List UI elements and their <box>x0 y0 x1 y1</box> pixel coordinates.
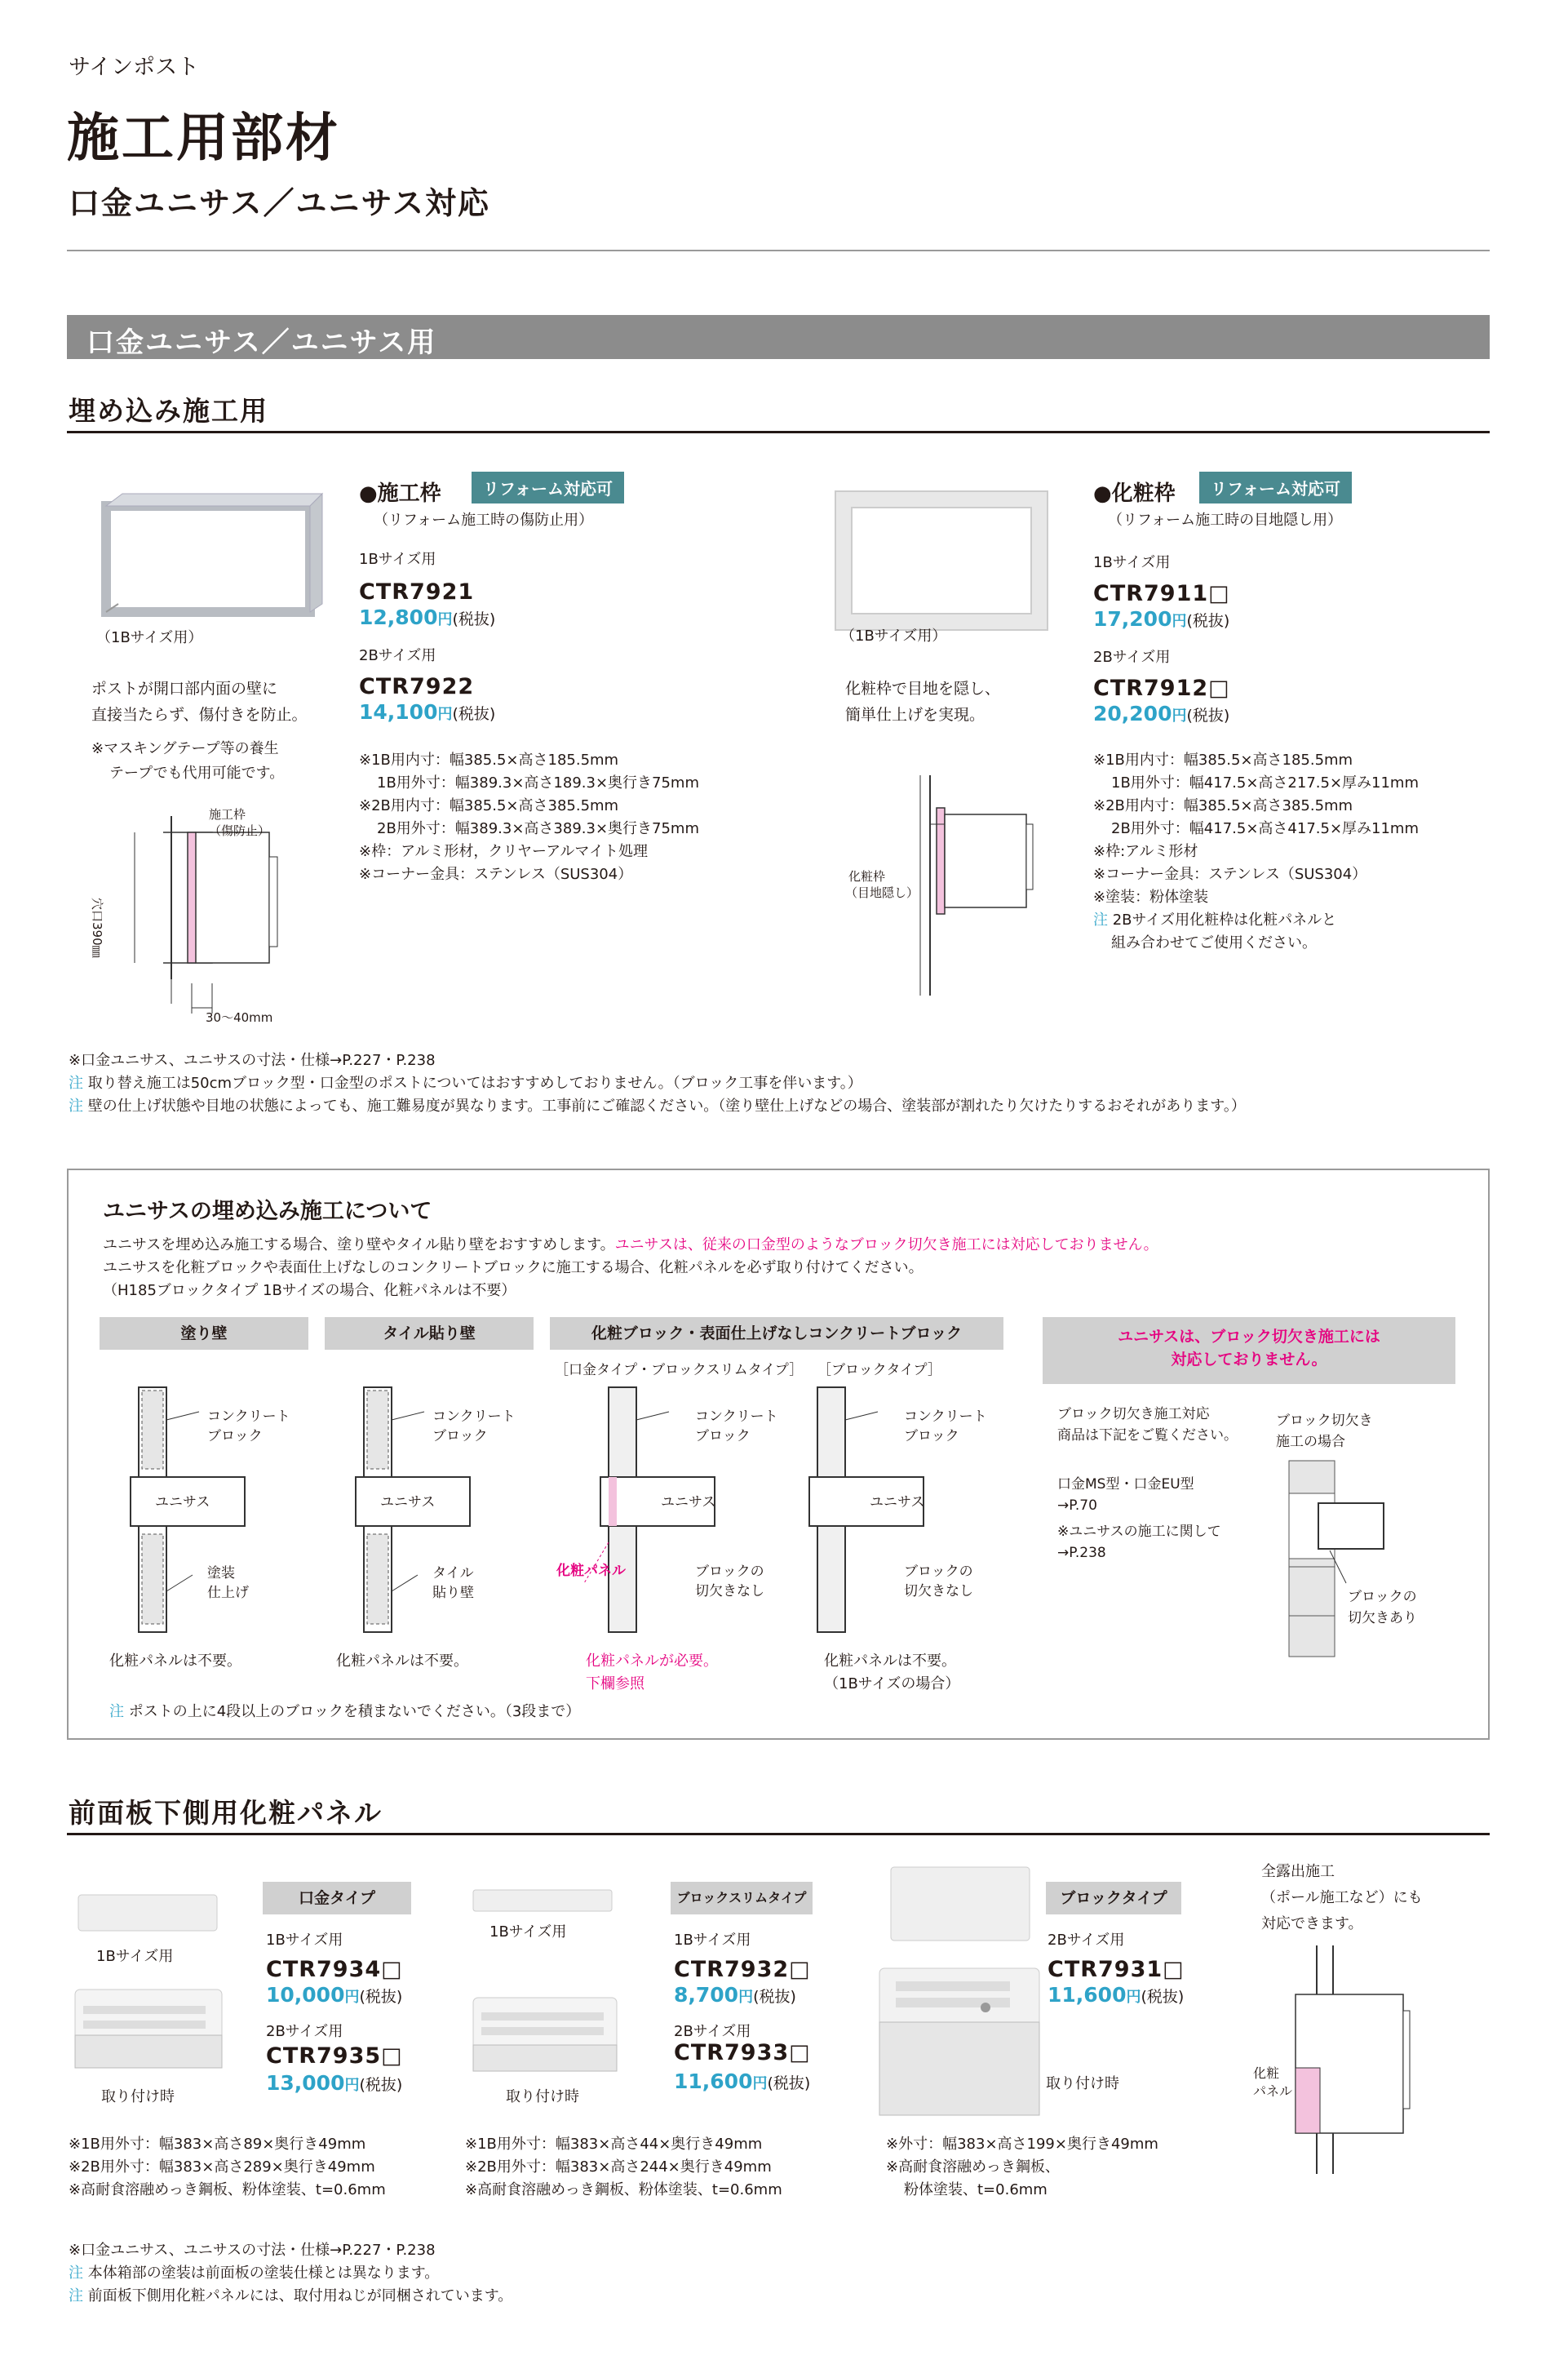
box-line-1: ユニサスを埋め込み施工する場合、塗り壁やタイル貼り壁をおすすめします。ユニサスは、従来の口金型のようなブロック切欠き施工には対応しておりません。 <box>103 1236 1158 1253</box>
frame-opening-label: 穴口390㎜ <box>90 898 104 958</box>
panel-c-image <box>888 1864 1034 1945</box>
col2-finish-1: タイル <box>432 1565 474 1581</box>
panel-c-img-caption-2: 取り付け時 <box>1046 2075 1119 2092</box>
panel-c-size-1: 2Bサイズ用 <box>1048 1932 1125 1949</box>
frame-code-2: CTR7922 <box>359 674 475 699</box>
col3b-caption-2: （1Bサイズの場合） <box>824 1675 960 1692</box>
trim-note-1: 2Bサイズ用化粧枠は化粧パネルと <box>1112 912 1337 929</box>
panel-b-price-1: 8,700円(税抜) <box>674 1983 796 2007</box>
col3b-notch-1: ブロックの <box>904 1564 973 1580</box>
panel-a-size-1: 1Bサイズ用 <box>266 1932 343 1949</box>
panel-c-spec: 粉体塗装、t=0.6mm <box>904 2181 1048 2198</box>
trim-reform-tag: リフォーム対応可 <box>1199 472 1352 503</box>
panel-d-text-3: 対応できます。 <box>1261 1915 1363 1932</box>
embed-footnote: 取り替え施工は50cmブロック型・口金型のポストについてはおすすめしておりません。（ブロック工事を伴います。） <box>87 1075 862 1092</box>
notice-title-1: ユニサスは、ブロック切欠き施工には <box>1118 1328 1380 1346</box>
panel-b-spec: ※2B用外寸：幅383×高さ244×奥行き49mm <box>465 2158 772 2176</box>
box-col-notice <box>1043 1317 1455 1384</box>
note-mark: 注 <box>69 1098 83 1115</box>
panel-footnote: 本体箱部の塗装は前面板の塗装仕様とは異なります。 <box>87 2265 440 2282</box>
col1-block: コンクリート <box>207 1408 290 1425</box>
panel-c-price-1: 11,600円(税抜) <box>1048 1983 1185 2007</box>
panel-a-spec: ※高耐食溶融めっき鋼板、粉体塗装、t=0.6mm <box>69 2181 386 2198</box>
box-line-3: （H185ブロックタイプ 1Bサイズの場合、化粧パネルは不要） <box>103 1282 516 1299</box>
box-col-block: 化粧ブロック・表面仕上げなしコンクリートブロック <box>550 1317 1003 1350</box>
trim-spec: ※塗装：粉体塗装 <box>1093 889 1209 906</box>
frame-purpose: （リフォーム施工時の傷防止用） <box>374 512 594 529</box>
embed-heading: 埋め込み施工用 <box>69 395 268 427</box>
panel-a-img-caption-1: 1Bサイズ用 <box>96 1948 174 1965</box>
panel-c-installed-image <box>876 1965 1044 2120</box>
notice-title-2: 対応しておりません。 <box>1171 1351 1327 1369</box>
col2-block-2: ブロック <box>432 1428 488 1444</box>
panel-b-size-1: 1Bサイズ用 <box>674 1932 751 1949</box>
panel-b-img-caption-2: 取り付け時 <box>506 2088 579 2105</box>
col1-finish-1: 塗装 <box>207 1565 235 1581</box>
col3a-panel: 化粧パネル <box>556 1563 626 1579</box>
notice-text-1: ブロック切欠き施工対応 <box>1057 1406 1210 1422</box>
panel-heading-rule <box>67 1833 1490 1835</box>
frame-diagram-label-2: （傷防止） <box>209 823 271 838</box>
col3a-caption-1: 化粧パネルが必要。 <box>586 1652 718 1670</box>
col3a-block-2: ブロック <box>695 1428 751 1444</box>
trim-note-2: 組み合わせてご使用ください。 <box>1111 934 1317 952</box>
notice-diagram-3: ブロックの <box>1348 1589 1417 1605</box>
frame-spec: ※2B用内寸：幅385.5×高さ385.5mm <box>359 797 619 814</box>
panel-a-installed-image <box>72 1986 227 2076</box>
trim-desc-2: 簡単仕上げを実現。 <box>845 706 986 724</box>
construction-frame-image <box>90 490 326 628</box>
notice-text-6: →P.238 <box>1057 1545 1106 1561</box>
notice-text-4: →P.70 <box>1057 1497 1097 1514</box>
frame-desc-2: 直接当たらず、傷付きを防止。 <box>91 706 308 724</box>
panel-b-spec: ※1B用外寸：幅383×高さ44×奥行き49mm <box>465 2136 763 2153</box>
trim-spec: ※枠:アルミ形材 <box>1093 843 1198 860</box>
frame-spec: 1B用外寸：幅389.3×高さ189.3×奥行き75mm <box>377 774 699 792</box>
trim-purpose: （リフォーム施工時の目地隠し用） <box>1108 512 1343 529</box>
panel-a-price-1: 10,000円(税抜) <box>266 1983 403 2007</box>
trim-product-name: ●化粧枠 <box>1093 481 1176 506</box>
frame-diagram-label-1: 施工枠 <box>209 807 246 822</box>
panel-d-label-1: 化粧 <box>1253 2065 1280 2081</box>
frame-price-1: 12,800円(税抜) <box>359 606 496 629</box>
panel-heading: 前面板下側用化粧パネル <box>69 1797 383 1829</box>
trim-diagram-label-2: （目地隠し） <box>845 885 919 900</box>
page-title: 施工用部材 <box>67 109 340 169</box>
notice-text-5: ※ユニサスの施工に関して <box>1057 1524 1221 1540</box>
panel-a-size-2: 2Bサイズ用 <box>266 2023 343 2040</box>
notice-text-2: 商品は下記をご覧ください。 <box>1057 1427 1238 1444</box>
note-mark: 注 <box>69 1075 83 1092</box>
col3a-notch-1: ブロックの <box>695 1564 764 1580</box>
col3b-block-2: ブロック <box>904 1428 959 1444</box>
trim-spec: ※2B用内寸：幅385.5×高さ385.5mm <box>1093 797 1353 814</box>
header-divider <box>67 250 1490 251</box>
frame-spec: ※コーナー金具：ステンレス（SUS304） <box>359 866 633 883</box>
frame-spec: ※1B用内寸：幅385.5×高さ185.5mm <box>359 752 619 769</box>
trim-size-2: 2Bサイズ用 <box>1093 649 1171 666</box>
box-line-2: ユニサスを化粧ブロックや表面仕上げなしのコンクリートブロックに施工する場合、化粧パネルを必ず取り付けてください。 <box>103 1259 924 1276</box>
frame-desc-3: ※マスキングテープ等の養生 <box>91 740 279 757</box>
panel-d-diagram <box>1273 1945 1436 2182</box>
embed-footnote: ※口金ユニサス、ユニサスの寸法・仕様→P.227・P.238 <box>69 1052 436 1069</box>
panel-b-code-2: CTR7933□ <box>674 2040 811 2065</box>
panel-a-price-2: 13,000円(税抜) <box>266 2071 403 2095</box>
notch-diagram <box>1281 1461 1395 1665</box>
panel-a-specs <box>69 2133 386 2202</box>
frame-gap-label: 30〜40mm <box>206 1010 273 1025</box>
trim-price-2: 20,200円(税抜) <box>1093 702 1230 725</box>
col3b-notch-2: 切欠きなし <box>904 1583 973 1599</box>
frame-image-caption: （1Bサイズ用） <box>96 629 203 646</box>
trim-code-2: CTR7912□ <box>1093 676 1230 701</box>
panel-c-code-1: CTR7931□ <box>1048 1957 1185 1982</box>
panel-a-code-2: CTR7935□ <box>266 2043 403 2069</box>
panel-b-specs <box>465 2133 782 2202</box>
frame-product-name: ●施工枠 <box>359 481 441 506</box>
panel-c-specs <box>886 2133 1158 2202</box>
panel-footnotes: ※口金ユニサス、ユニサスの寸法・仕様→P.227・P.238 注 本体箱部の塗装は前面板の塗装仕様とは異なります。 注 前面板下側用化粧パネルには、取付用ねじが同梱されています。 <box>69 2239 512 2308</box>
trim-spec: 1B用外寸：幅417.5×高さ217.5×厚み11mm <box>1111 774 1419 792</box>
panel-a-img-caption-2: 取り付け時 <box>101 2088 175 2105</box>
embed-footnote: 壁の仕上げ状態や目地の状態によっても、施工難易度が異なります。工事前にご確認ください。（塗り壁仕上げなどの場合、塗装部が割れたり欠けたりするおそれがあります。） <box>87 1098 1246 1115</box>
col1-caption: 化粧パネルは不要。 <box>109 1652 241 1670</box>
trim-spec: ※1B用内寸：幅385.5×高さ185.5mm <box>1093 752 1353 769</box>
trim-frame-image <box>832 488 1044 627</box>
panel-a-spec: ※1B用外寸：幅383×高さ89×奥行き49mm <box>69 2136 366 2153</box>
col3b-block: コンクリート <box>904 1408 987 1425</box>
panel-c-tag: ブロックタイプ <box>1046 1882 1181 1914</box>
notice-diagram-4: 切欠きあり <box>1348 1610 1417 1626</box>
frame-price-2: 14,100円(税抜) <box>359 700 496 724</box>
panel-b-img-caption-1: 1Bサイズ用 <box>489 1923 567 1941</box>
panel-footnote: 前面板下側用化粧パネルには、取付用ねじが同梱されています。 <box>87 2287 513 2305</box>
panel-b-code-1: CTR7932□ <box>674 1957 811 1982</box>
notice-text-3: 口金MS型・口金EU型 <box>1057 1476 1194 1493</box>
frame-specs <box>359 749 699 886</box>
col3b-caption-1: 化粧パネルは不要。 <box>824 1652 956 1670</box>
trim-diagram-label-1: 化粧枠 <box>848 869 886 884</box>
panel-b-tag: ブロックスリムタイプ <box>671 1882 813 1914</box>
panel-a-image <box>75 1890 222 1939</box>
col2-finish-2: 貼り壁 <box>432 1585 474 1601</box>
col3a-notch-2: 切欠きなし <box>695 1583 764 1599</box>
embed-heading-rule <box>67 431 1490 433</box>
col1-unit: ユニサス <box>155 1494 210 1510</box>
panel-d-label-2: パネル <box>1253 2083 1293 2099</box>
box-col-plaster: 塗り壁 <box>100 1317 308 1350</box>
panel-b-price-2: 11,600円(税抜) <box>674 2069 811 2093</box>
panel-c-spec: ※高耐食溶融めっき鋼板、 <box>886 2158 1060 2176</box>
page-subtitle: 口金ユニサス／ユニサス対応 <box>69 185 490 221</box>
col3-sub-b: ［ブロックタイプ］ <box>817 1362 941 1378</box>
note-mark: 注 <box>1093 912 1108 929</box>
panel-a-code-1: CTR7934□ <box>266 1957 403 1982</box>
trim-image-caption: （1Bサイズ用） <box>840 628 947 645</box>
box-col-tile: タイル貼り壁 <box>325 1317 534 1350</box>
frame-desc-1: ポストが開口部内面の壁に <box>91 680 278 698</box>
col2-block: コンクリート <box>432 1408 516 1425</box>
frame-spec: ※枠：アルミ形材，クリヤーアルマイト処理 <box>359 843 649 860</box>
frame-spec: 2B用外寸：幅389.3×高さ389.3×奥行き75mm <box>377 820 699 837</box>
trim-spec: 2B用外寸：幅417.5×高さ417.5×厚み11mm <box>1111 820 1419 837</box>
panel-d-text-1: 全露出施工 <box>1261 1863 1335 1880</box>
category-label: サインポスト <box>69 55 200 80</box>
panel-b-spec: ※高耐食溶融めっき鋼板、粉体塗装、t=0.6mm <box>465 2181 782 2198</box>
panel-b-installed-image <box>470 1994 622 2076</box>
col2-caption: 化粧パネルは不要。 <box>336 1652 468 1670</box>
col1-block-2: ブロック <box>207 1428 263 1444</box>
panel-d-text-2: （ポール施工など）にも <box>1261 1889 1423 1906</box>
trim-size-1: 1Bサイズ用 <box>1093 554 1171 571</box>
col3b-unit: ユニサス <box>870 1494 925 1510</box>
box-title: ユニサスの埋め込み施工について <box>103 1199 432 1224</box>
trim-specs <box>1093 749 1419 955</box>
notice-diagram-2: 施工の場合 <box>1276 1434 1345 1450</box>
col3a-unit: ユニサス <box>661 1494 716 1510</box>
box-note: 注 ポストの上に4段以上のブロックを積まないでください。（3段まで） <box>109 1703 581 1720</box>
section-band <box>67 315 1490 359</box>
panel-c-spec: ※外寸：幅383×高さ199×奥行き49mm <box>886 2136 1158 2153</box>
trim-install-diagram <box>906 775 1044 1004</box>
col3a-block: コンクリート <box>695 1408 778 1425</box>
embed-footnotes <box>69 1049 1246 1118</box>
frame-code-1: CTR7921 <box>359 579 475 605</box>
trim-code-1: CTR7911□ <box>1093 581 1230 606</box>
col1-finish-2: 仕上げ <box>207 1585 249 1601</box>
frame-desc-4: テープでも代用可能です。 <box>109 765 285 782</box>
trim-spec: ※コーナー金具：ステンレス（SUS304） <box>1093 866 1367 883</box>
trim-desc-1: 化粧枠で目地を隠し、 <box>845 680 1001 698</box>
notice-diagram-1: ブロック切欠き <box>1276 1413 1373 1429</box>
frame-size-1: 1Bサイズ用 <box>359 551 436 568</box>
frame-reform-tag: リフォーム対応可 <box>472 472 624 503</box>
trim-price-1: 17,200円(税抜) <box>1093 607 1230 631</box>
panel-a-tag: 口金タイプ <box>263 1882 411 1914</box>
frame-size-2: 2Bサイズ用 <box>359 647 436 664</box>
panel-footnote: ※口金ユニサス、ユニサスの寸法・仕様→P.227・P.238 <box>69 2242 436 2259</box>
panel-a-spec: ※2B用外寸：幅383×高さ289×奥行き49mm <box>69 2158 375 2176</box>
col3-sub-a: ［口金タイプ・ブロックスリムタイプ］ <box>555 1362 804 1378</box>
col3a-caption-2: 下欄参照 <box>586 1675 644 1692</box>
panel-b-image <box>470 1885 617 1918</box>
panel-b-size-2: 2Bサイズ用 <box>674 2023 751 2040</box>
section-band-title: 口金ユニサス／ユニサス用 <box>86 326 437 359</box>
col2-unit: ユニサス <box>380 1494 436 1510</box>
